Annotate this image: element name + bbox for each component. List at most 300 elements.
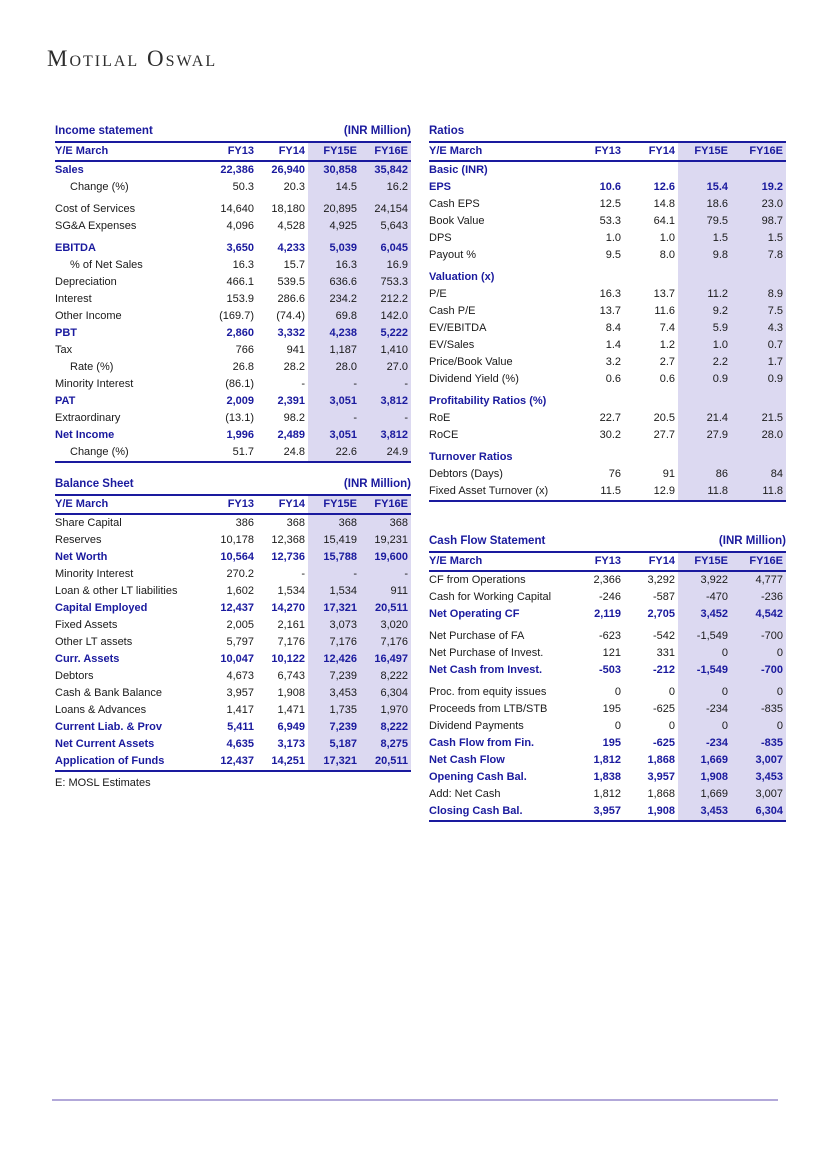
row-label: Net Cash Flow: [429, 754, 505, 766]
row-label: Basic (INR): [429, 164, 488, 176]
table-row: [55, 566, 411, 583]
cell-value: 4,233: [277, 242, 305, 254]
cell-value: 26,940: [271, 164, 305, 176]
row-label: EV/Sales: [429, 339, 475, 351]
cell-value: 0: [678, 645, 731, 662]
cell-value: 3,452: [678, 606, 731, 623]
column-header: FY13: [571, 553, 624, 571]
cell-value: 1,868: [647, 754, 675, 766]
row-label: Debtors (Days): [429, 468, 503, 480]
cell-value: 2,705: [647, 608, 675, 620]
cell-value: 8.0: [659, 249, 675, 261]
cell-value: 4,238: [308, 325, 360, 342]
table-row: [429, 718, 786, 735]
column-header: Y/E March: [429, 553, 571, 571]
table-row: [429, 571, 786, 589]
cell-value: 51.7: [232, 446, 254, 458]
cell-value: 1.0: [605, 232, 621, 244]
row-label: Rate (%): [70, 361, 114, 373]
cell-value: 84: [731, 466, 786, 483]
table-row: [429, 645, 786, 662]
cell-value: 16.2: [360, 179, 411, 196]
cell-value: -: [360, 376, 411, 393]
cell-value: 6,304: [731, 803, 786, 821]
cell-value: 22.6: [308, 444, 360, 462]
cell-value: 3,051: [308, 393, 360, 410]
row-label: Fixed Assets: [55, 619, 118, 631]
cell-value: 18,180: [271, 203, 305, 215]
cell-value: 6,304: [360, 685, 411, 702]
cell-value: 3,020: [360, 617, 411, 634]
table-row: [429, 701, 786, 718]
cell-value: 14,640: [220, 203, 254, 215]
table-row: [429, 752, 786, 769]
table-row: [429, 466, 786, 483]
cell-value: 3,453: [731, 769, 786, 786]
cell-value: 11.6: [654, 305, 675, 317]
cell-value: 3,812: [360, 393, 411, 410]
cell-value: 9.8: [678, 247, 731, 264]
table-row: [55, 668, 411, 685]
row-label: Dividend Payments: [429, 720, 524, 732]
table-row: [429, 286, 786, 303]
cell-value: 2,005: [226, 619, 254, 631]
cell-value: [678, 269, 731, 286]
table-title: Cash Flow Statement: [429, 535, 546, 547]
cell-value: 2,161: [277, 619, 305, 631]
cell-value: 8,275: [360, 736, 411, 753]
table-row: [429, 269, 786, 286]
cell-value: -234: [678, 735, 731, 752]
column-header: FY15E: [308, 496, 360, 514]
cell-value: -: [360, 410, 411, 427]
cell-value: 19,231: [360, 532, 411, 549]
cell-value: 3,073: [308, 617, 360, 634]
cell-value: 15,788: [308, 549, 360, 566]
table-row: [429, 410, 786, 427]
row-label: Dividend Yield (%): [429, 373, 519, 385]
column-header-row: [55, 496, 411, 514]
table-title: Ratios: [429, 125, 465, 137]
ratios-grid: [429, 143, 786, 502]
cell-value: 1,187: [308, 342, 360, 359]
cell-value: 5,222: [360, 325, 411, 342]
cell-value: 8.4: [605, 322, 621, 334]
balance-sheet-section: [55, 477, 411, 792]
table-row: [55, 753, 411, 771]
cell-value: -246: [598, 591, 621, 603]
row-label: Net Cash from Invest.: [429, 664, 543, 676]
cell-value: 1,970: [360, 702, 411, 719]
cell-value: 21.4: [678, 410, 731, 427]
cell-value: 11.2: [678, 286, 731, 303]
row-label: Loans & Advances: [55, 704, 147, 716]
cell-value: [571, 393, 624, 410]
cell-value: -: [301, 378, 305, 390]
cell-value: 12.9: [653, 485, 675, 497]
cell-value: 1.5: [678, 230, 731, 247]
row-label: Other LT assets: [55, 636, 133, 648]
cell-value: 2,119: [594, 608, 621, 620]
table-row: [55, 325, 411, 342]
cell-value: 2,366: [593, 574, 621, 586]
cell-value: 0.6: [605, 373, 621, 385]
cell-value: (13.1): [225, 412, 254, 424]
cell-value: [624, 393, 678, 410]
cell-value: [731, 161, 786, 179]
table-row: [429, 337, 786, 354]
cell-value: 21.5: [731, 410, 786, 427]
cell-value: 3,292: [647, 574, 675, 586]
row-label: Cash for Working Capital: [429, 591, 552, 603]
row-label: Net Purchase of Invest.: [429, 647, 544, 659]
cell-value: [571, 449, 624, 466]
column-header: FY14: [257, 496, 308, 514]
cell-value: [571, 161, 624, 179]
cell-value: 2,009: [226, 395, 254, 407]
column-header: Y/E March: [55, 143, 205, 161]
cell-value: 0: [731, 645, 786, 662]
column-header: FY14: [624, 553, 678, 571]
cell-value: 28.2: [283, 361, 305, 373]
cell-value: 1.4: [605, 339, 621, 351]
row-label: Closing Cash Bal.: [429, 805, 523, 817]
cell-value: 0.6: [659, 373, 675, 385]
row-label: Fixed Asset Turnover (x): [429, 485, 549, 497]
cell-value: 24.8: [283, 446, 305, 458]
cell-value: 20,511: [360, 753, 411, 771]
row-label: P/E: [429, 288, 447, 300]
row-label: Cost of Services: [55, 203, 136, 215]
cell-value: 9.5: [605, 249, 621, 261]
cell-value: [624, 449, 678, 466]
row-label: Change (%): [70, 181, 129, 193]
table-row: [429, 247, 786, 264]
motilal-oswal-logo: Motilal Oswal: [47, 46, 218, 71]
balance-sheet-grid: [55, 496, 411, 772]
row-label: Depreciation: [55, 276, 117, 288]
cell-value: 286.6: [277, 293, 305, 305]
cell-value: 98.7: [731, 213, 786, 230]
cell-value: 1,534: [277, 585, 305, 597]
cell-value: 91: [662, 468, 675, 480]
cell-value: 1,417: [226, 704, 254, 716]
row-label: PBT: [55, 327, 77, 339]
column-header-row: [429, 553, 786, 571]
table-row: [429, 589, 786, 606]
row-label: Net Current Assets: [55, 738, 155, 750]
cell-value: 1,669: [678, 752, 731, 769]
income-statement-section: [55, 124, 411, 463]
row-label: Interest: [55, 293, 92, 305]
table-row: [429, 427, 786, 444]
table-row: [55, 179, 411, 196]
cell-value: 121: [602, 647, 621, 659]
cell-value: 26.8: [232, 361, 254, 373]
cell-value: 466.1: [226, 276, 254, 288]
cell-value: 0: [731, 718, 786, 735]
cell-value: 3,650: [226, 242, 254, 254]
table-row: [55, 218, 411, 235]
cell-value: 753.3: [360, 274, 411, 291]
table-row: [429, 483, 786, 501]
cell-value: 3,453: [678, 803, 731, 821]
table-row: [55, 702, 411, 719]
cell-value: 2,489: [277, 429, 305, 441]
cell-value: [731, 269, 786, 286]
table-row: [55, 393, 411, 410]
cell-value: 20,895: [308, 201, 360, 218]
row-label: PAT: [55, 395, 76, 407]
cell-value: 76: [608, 468, 621, 480]
cell-value: 0: [668, 686, 675, 698]
row-label: Debtors: [55, 670, 94, 682]
cell-value: [731, 449, 786, 466]
cell-value: 2.7: [659, 356, 675, 368]
cell-value: 4,528: [277, 220, 305, 232]
row-label: Valuation (x): [429, 271, 495, 283]
row-label: Net Income: [55, 429, 115, 441]
cell-value: -625: [652, 703, 675, 715]
row-label: Add: Net Cash: [429, 788, 501, 800]
table-row: [55, 161, 411, 179]
row-label: Application of Funds: [55, 755, 165, 767]
cell-value: 7,176: [308, 634, 360, 651]
cell-value: 0: [678, 684, 731, 701]
cell-value: 12,736: [271, 551, 305, 563]
cell-value: 1,908: [277, 687, 305, 699]
row-label: Share Capital: [55, 517, 122, 529]
cell-value: 8.9: [731, 286, 786, 303]
table-row: [55, 736, 411, 753]
cell-value: 19.2: [731, 179, 786, 196]
row-label: Net Worth: [55, 551, 108, 563]
table-row: [429, 213, 786, 230]
cell-value: 3,922: [678, 571, 731, 589]
cell-value: -212: [652, 664, 675, 676]
cell-value: 0.9: [678, 371, 731, 388]
cell-value: 5,643: [360, 218, 411, 235]
cell-value: -236: [731, 589, 786, 606]
table-unit: (INR Million): [343, 478, 411, 490]
cell-value: 14.8: [653, 198, 675, 210]
estimates-footnote: E: MOSL Estimates: [55, 777, 151, 789]
row-label: Reserves: [55, 534, 102, 546]
cell-value: 368: [360, 514, 411, 532]
table-row: [55, 685, 411, 702]
table-row: [429, 769, 786, 786]
cell-value: 16,497: [360, 651, 411, 668]
table-header: [55, 124, 411, 143]
table-row: [429, 628, 786, 645]
cash-flow-statement-grid: [429, 553, 786, 822]
table-row: [429, 393, 786, 410]
cell-value: 10.6: [599, 181, 621, 193]
cell-value: 7,239: [308, 668, 360, 685]
row-label: % of Net Sales: [70, 259, 143, 271]
cell-value: (74.4): [276, 310, 305, 322]
cell-value: 212.2: [360, 291, 411, 308]
cell-value: -: [301, 568, 305, 580]
cell-value: 1,410: [360, 342, 411, 359]
column-header: FY15E: [678, 553, 731, 571]
cell-value: 8,222: [360, 719, 411, 736]
row-label: Minority Interest: [55, 378, 134, 390]
cell-value: 69.8: [308, 308, 360, 325]
table-row: [55, 651, 411, 668]
column-header: FY16E: [360, 496, 411, 514]
cell-value: -470: [678, 589, 731, 606]
cell-value: 368: [308, 514, 360, 532]
cell-value: 30.2: [599, 429, 621, 441]
row-label: Book Value: [429, 215, 485, 227]
table-row: [429, 449, 786, 466]
column-header: FY14: [624, 143, 678, 161]
cell-value: 11.8: [678, 483, 731, 501]
cell-value: 3,453: [308, 685, 360, 702]
cell-value: 4,673: [226, 670, 254, 682]
cell-value: 86: [678, 466, 731, 483]
cell-value: -700: [731, 662, 786, 679]
table-header: [429, 534, 786, 553]
row-label: Cash & Bank Balance: [55, 687, 163, 699]
row-label: Cash Flow from Fin.: [429, 737, 535, 749]
cell-value: 1,812: [593, 754, 621, 766]
cell-value: 1,812: [593, 788, 621, 800]
cell-value: 195: [602, 703, 621, 715]
cell-value: 22,386: [220, 164, 254, 176]
table-title: Balance Sheet: [55, 478, 134, 490]
row-label: Proc. from equity issues: [429, 686, 547, 698]
table-header: [429, 124, 786, 143]
cell-value: 53.3: [599, 215, 621, 227]
row-label: Capital Employed: [55, 602, 148, 614]
table-header: [55, 477, 411, 496]
cell-value: 941: [286, 344, 305, 356]
cell-value: 13.7: [599, 305, 621, 317]
cell-value: 1.2: [659, 339, 675, 351]
cell-value: 14.5: [308, 179, 360, 196]
cell-value: 12,437: [220, 755, 254, 767]
cell-value: 6,743: [277, 670, 305, 682]
cell-value: 9.2: [678, 303, 731, 320]
table-row: [429, 803, 786, 821]
cell-value: 79.5: [678, 213, 731, 230]
row-label: Minority Interest: [55, 568, 134, 580]
cell-value: 7,176: [360, 634, 411, 651]
table-row: [429, 354, 786, 371]
table-row: [55, 410, 411, 427]
table-row: [429, 606, 786, 623]
income-statement-grid: [55, 143, 411, 463]
cell-value: 22.7: [599, 412, 621, 424]
cell-value: -: [308, 376, 360, 393]
table-row: [429, 196, 786, 213]
cell-value: 5,187: [308, 736, 360, 753]
cell-value: 20.3: [283, 181, 305, 193]
cell-value: 24,154: [360, 201, 411, 218]
table-row: [55, 549, 411, 566]
cell-value: 27.0: [360, 359, 411, 376]
cell-value: 18.6: [678, 196, 731, 213]
cell-value: -587: [652, 591, 675, 603]
cell-value: 12.5: [599, 198, 621, 210]
cell-value: -542: [652, 630, 675, 642]
cell-value: 27.9: [678, 427, 731, 444]
cell-value: 0: [668, 720, 675, 732]
cell-value: 8,222: [360, 668, 411, 685]
cell-value: 4,635: [226, 738, 254, 750]
cell-value: 19,600: [360, 549, 411, 566]
cell-value: [571, 269, 624, 286]
cell-value: 4,542: [731, 606, 786, 623]
table-row: [429, 684, 786, 701]
cell-value: [624, 269, 678, 286]
cell-value: 911: [360, 583, 411, 600]
cell-value: 50.3: [232, 181, 254, 193]
cell-value: 2,860: [226, 327, 254, 339]
cell-value: 16.3: [232, 259, 254, 271]
table-row: [55, 342, 411, 359]
table-row: [55, 308, 411, 325]
cell-value: 3,007: [731, 786, 786, 803]
column-header: FY16E: [731, 553, 786, 571]
cell-value: 4,925: [308, 218, 360, 235]
cell-value: 368: [286, 517, 305, 529]
cell-value: 3,051: [308, 427, 360, 444]
cell-value: 10,178: [220, 534, 254, 546]
cell-value: 17,321: [308, 600, 360, 617]
cell-value: [678, 449, 731, 466]
cell-value: 30,858: [308, 161, 360, 179]
table-row: [429, 371, 786, 388]
table-row: [429, 161, 786, 179]
cell-value: 1.7: [731, 354, 786, 371]
table-row: [55, 376, 411, 393]
column-header: FY16E: [360, 143, 411, 161]
cell-value: -1,549: [678, 662, 731, 679]
cell-value: (169.7): [219, 310, 254, 322]
cell-value: 3,812: [360, 427, 411, 444]
cell-value: 7,176: [277, 636, 305, 648]
cell-value: 16.9: [360, 257, 411, 274]
cell-value: -1,549: [678, 628, 731, 645]
cell-value: 1,996: [226, 429, 254, 441]
cell-value: 234.2: [308, 291, 360, 308]
cell-value: -835: [731, 701, 786, 718]
cell-value: 0: [731, 684, 786, 701]
cell-value: 5,797: [226, 636, 254, 648]
cell-value: 16.3: [599, 288, 621, 300]
cell-value: 28.0: [731, 427, 786, 444]
row-label: Extraordinary: [55, 412, 121, 424]
cell-value: 28.0: [308, 359, 360, 376]
cell-value: 386: [235, 517, 254, 529]
table-row: [55, 719, 411, 736]
cell-value: [678, 393, 731, 410]
table-row: [429, 320, 786, 337]
column-header: FY15E: [308, 143, 360, 161]
column-header: FY13: [205, 496, 257, 514]
table-row: [429, 230, 786, 247]
row-label: Net Purchase of FA: [429, 630, 525, 642]
cell-value: (86.1): [225, 378, 254, 390]
cell-value: 15.4: [678, 179, 731, 196]
column-header: FY14: [257, 143, 308, 161]
table-title: Income statement: [55, 125, 153, 137]
cell-value: 1,868: [647, 788, 675, 800]
cell-value: 3,957: [593, 805, 621, 817]
